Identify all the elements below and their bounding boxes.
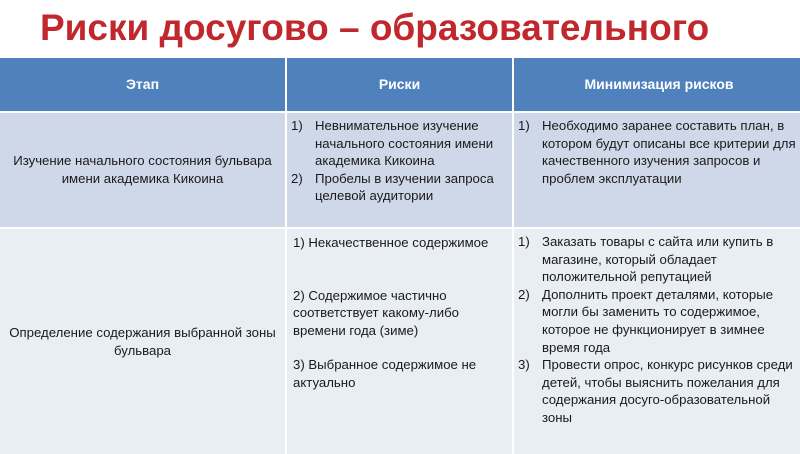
header-stage: Этап: [0, 58, 285, 111]
list-text: Заказать товары с сайта или купить в магазине, который обладает положительной репутацией: [542, 234, 774, 285]
risks-table: [0, 58, 800, 450]
row1-risks: [287, 113, 512, 227]
list-item: [514, 117, 798, 187]
row2-risks: [287, 229, 512, 454]
row2-stage: [0, 229, 285, 454]
list-text: Провести опрос, конкурс рисунков среди детей, чтобы выяснить пожелания для содержания досуго-образовательной зоны: [542, 357, 793, 425]
row1-stage-text: Изучение начального состояния бульвара имени академика Кикоина: [13, 153, 272, 186]
list-text: Пробелы в изучении запроса целевой аудитории: [315, 170, 494, 204]
risk-paragraph: 2) Содержимое частично соответствует какому-либо времени года (зиме): [293, 287, 459, 338]
row1-stage: [0, 113, 285, 227]
risk-paragraph: 1) Некачественное содержимое: [293, 235, 489, 250]
list-text: Невнимательное изучение начального состояния имени академика Кикоина: [315, 118, 494, 169]
list-number: 1): [518, 234, 530, 249]
row2-mitigation-list: [514, 229, 800, 427]
header-mitigation: Минимизация рисков: [514, 58, 800, 111]
row2-mitigation: [514, 229, 800, 454]
list-item: [287, 170, 506, 205]
list-number: 1): [518, 118, 530, 133]
list-text: Необходимо заранее составить план, в котором будут описаны все критерии для качественного изучения запросов и проблем эксплуатации: [542, 118, 796, 186]
list-text: Дополнить проект деталями, которые могли бы заменить то содержимое, которое не функционирует в зимнее время года: [542, 286, 774, 355]
risk-paragraph: 3) Выбранное содержимое не актуально: [293, 357, 477, 390]
row2-stage-text: Определение содержания выбранной зоны бульвара: [9, 324, 276, 358]
header-risks: Риски: [287, 58, 512, 111]
list-number: 2): [291, 170, 303, 186]
row1-mitigation-list: [514, 113, 800, 187]
list-number: 2): [518, 286, 530, 302]
list-item: [514, 286, 798, 356]
slide-title: Риски досугово – образовательного: [40, 7, 710, 48]
list-item: [514, 356, 798, 426]
row1-risks-list: [287, 113, 512, 205]
list-item: [514, 233, 798, 286]
list-number: 3): [518, 357, 530, 373]
row1-mitigation: [514, 113, 800, 227]
list-item: [287, 117, 506, 170]
list-number: 1): [291, 118, 303, 133]
